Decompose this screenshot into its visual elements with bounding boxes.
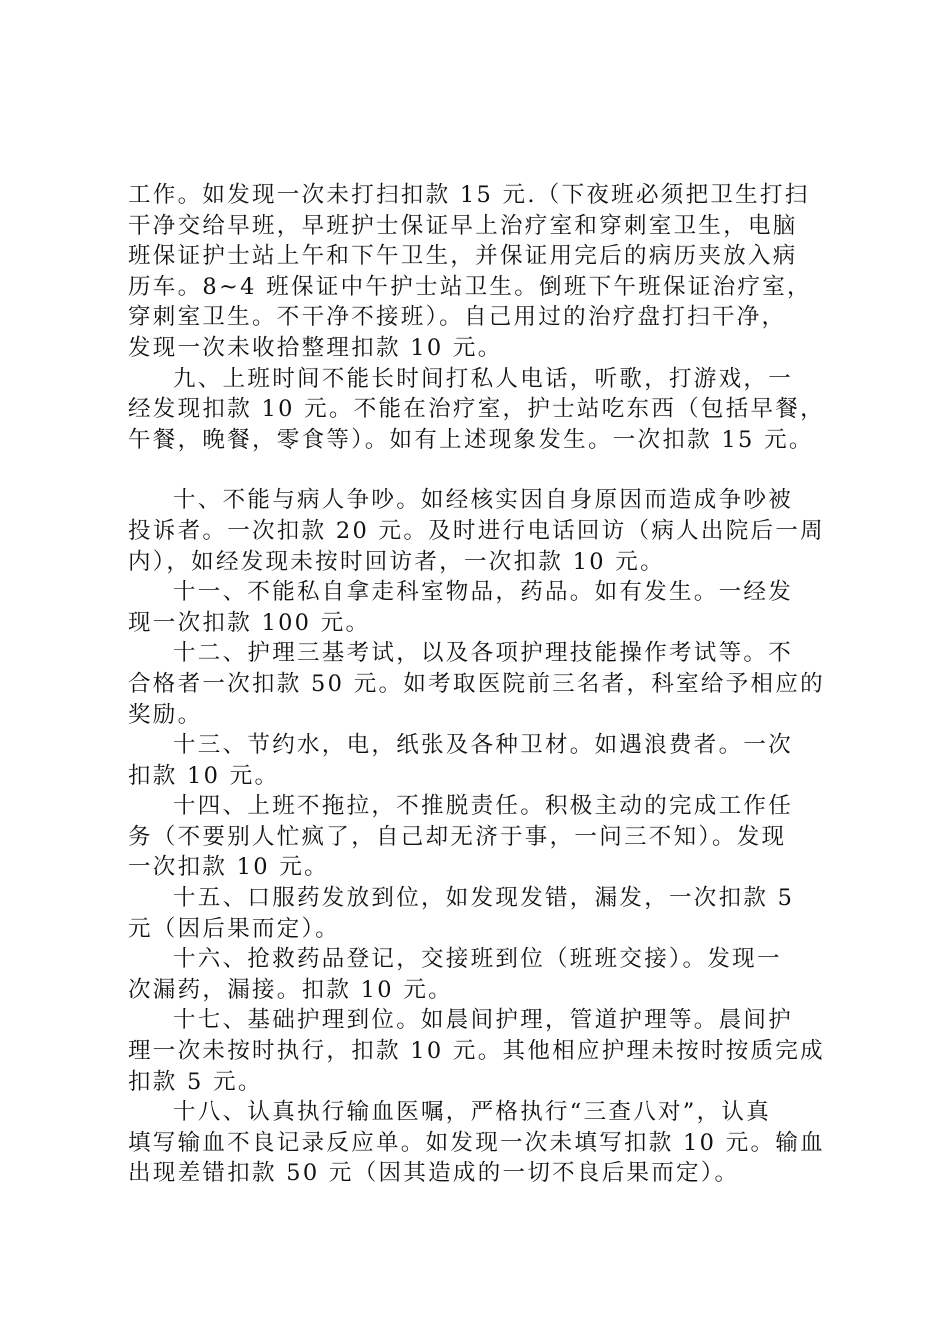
paragraph-spacer <box>128 455 833 485</box>
paragraph-item-18: 十八、认真执行输血医嘱，严格执行“三查八对”，认真 填写输血不良记录反应单。如发现一次未填写扣款 10 元。输血 出现差错扣款 50 元（因其造成的一切不良后果而定）。 <box>128 1099 825 1187</box>
paragraph-item-10: 十、不能与病人争吵。如经核实因自身原因而造成争吵被 投诉者。一次扣款 20 元。及时进行电话回访（病人出院后一周 内），如经发现未按时回访者，一次扣款 10 元。 <box>128 487 825 575</box>
paragraph-item-9: 九、上班时间不能长时间打私人电话，听歌，打游戏，一 经发现扣款 10 元。不能在治疗室，护士站吃东西（包括早餐， 午餐，晚餐，零食等）。如有上述现象发生。一次扣款 15 元。 <box>128 365 825 453</box>
document-body <box>128 180 833 1189</box>
paragraph-item-17: 十七、基础护理到位。如晨间护理，管道护理等。晨间护 理一次未按时执行，扣款 10 元。其他相应护理未按时按质完成 扣款 5 元。 <box>128 1007 825 1095</box>
paragraph-item-11: 十一、不能私自拿走科室物品，药品。如有发生。一经发 现一次扣款 100 元。 <box>128 579 794 636</box>
paragraph-item-16: 十六、抢救药品登记，交接班到位（班班交接）。发现一 次漏药，漏接。扣款 10 元。 <box>128 946 782 1003</box>
paragraph-continuation: 工作。如发现一次未打扫扣款 15 元.（下夜班必须把卫生打扫 干净交给早班，早班护士保证早上治疗室和穿刺室卫生，电脑 班保证护士站上午和下午卫生，并保证用完后的病历夹放入病 历车。8~4 班保证中午护士站卫生。倒班下午班保证治疗室， 穿刺室卫生。不干净不接班）。自己用过的治疗盘打扫干净， 发现一次未收拾整理扣款 10 元。 <box>128 182 812 361</box>
paragraph-item-13: 十三、节约水，电，纸张及各种卫材。如遇浪费者。一次 扣款 10 元。 <box>128 732 794 789</box>
paragraph-item-14: 十四、上班不拖拉，不推脱责任。积极主动的完成工作任 务（不要别人忙疯了，自己却无济于事，一问三不知）。发现 一次扣款 10 元。 <box>128 793 794 881</box>
paragraph-item-12: 十二、护理三基考试，以及各项护理技能操作考试等。不 合格者一次扣款 50 元。如考取医院前三名者，科室给予相应的 奖励。 <box>128 640 825 728</box>
paragraph-item-15: 十五、口服药发放到位，如发现发错，漏发，一次扣款 5 元（因后果而定）。 <box>128 885 795 942</box>
